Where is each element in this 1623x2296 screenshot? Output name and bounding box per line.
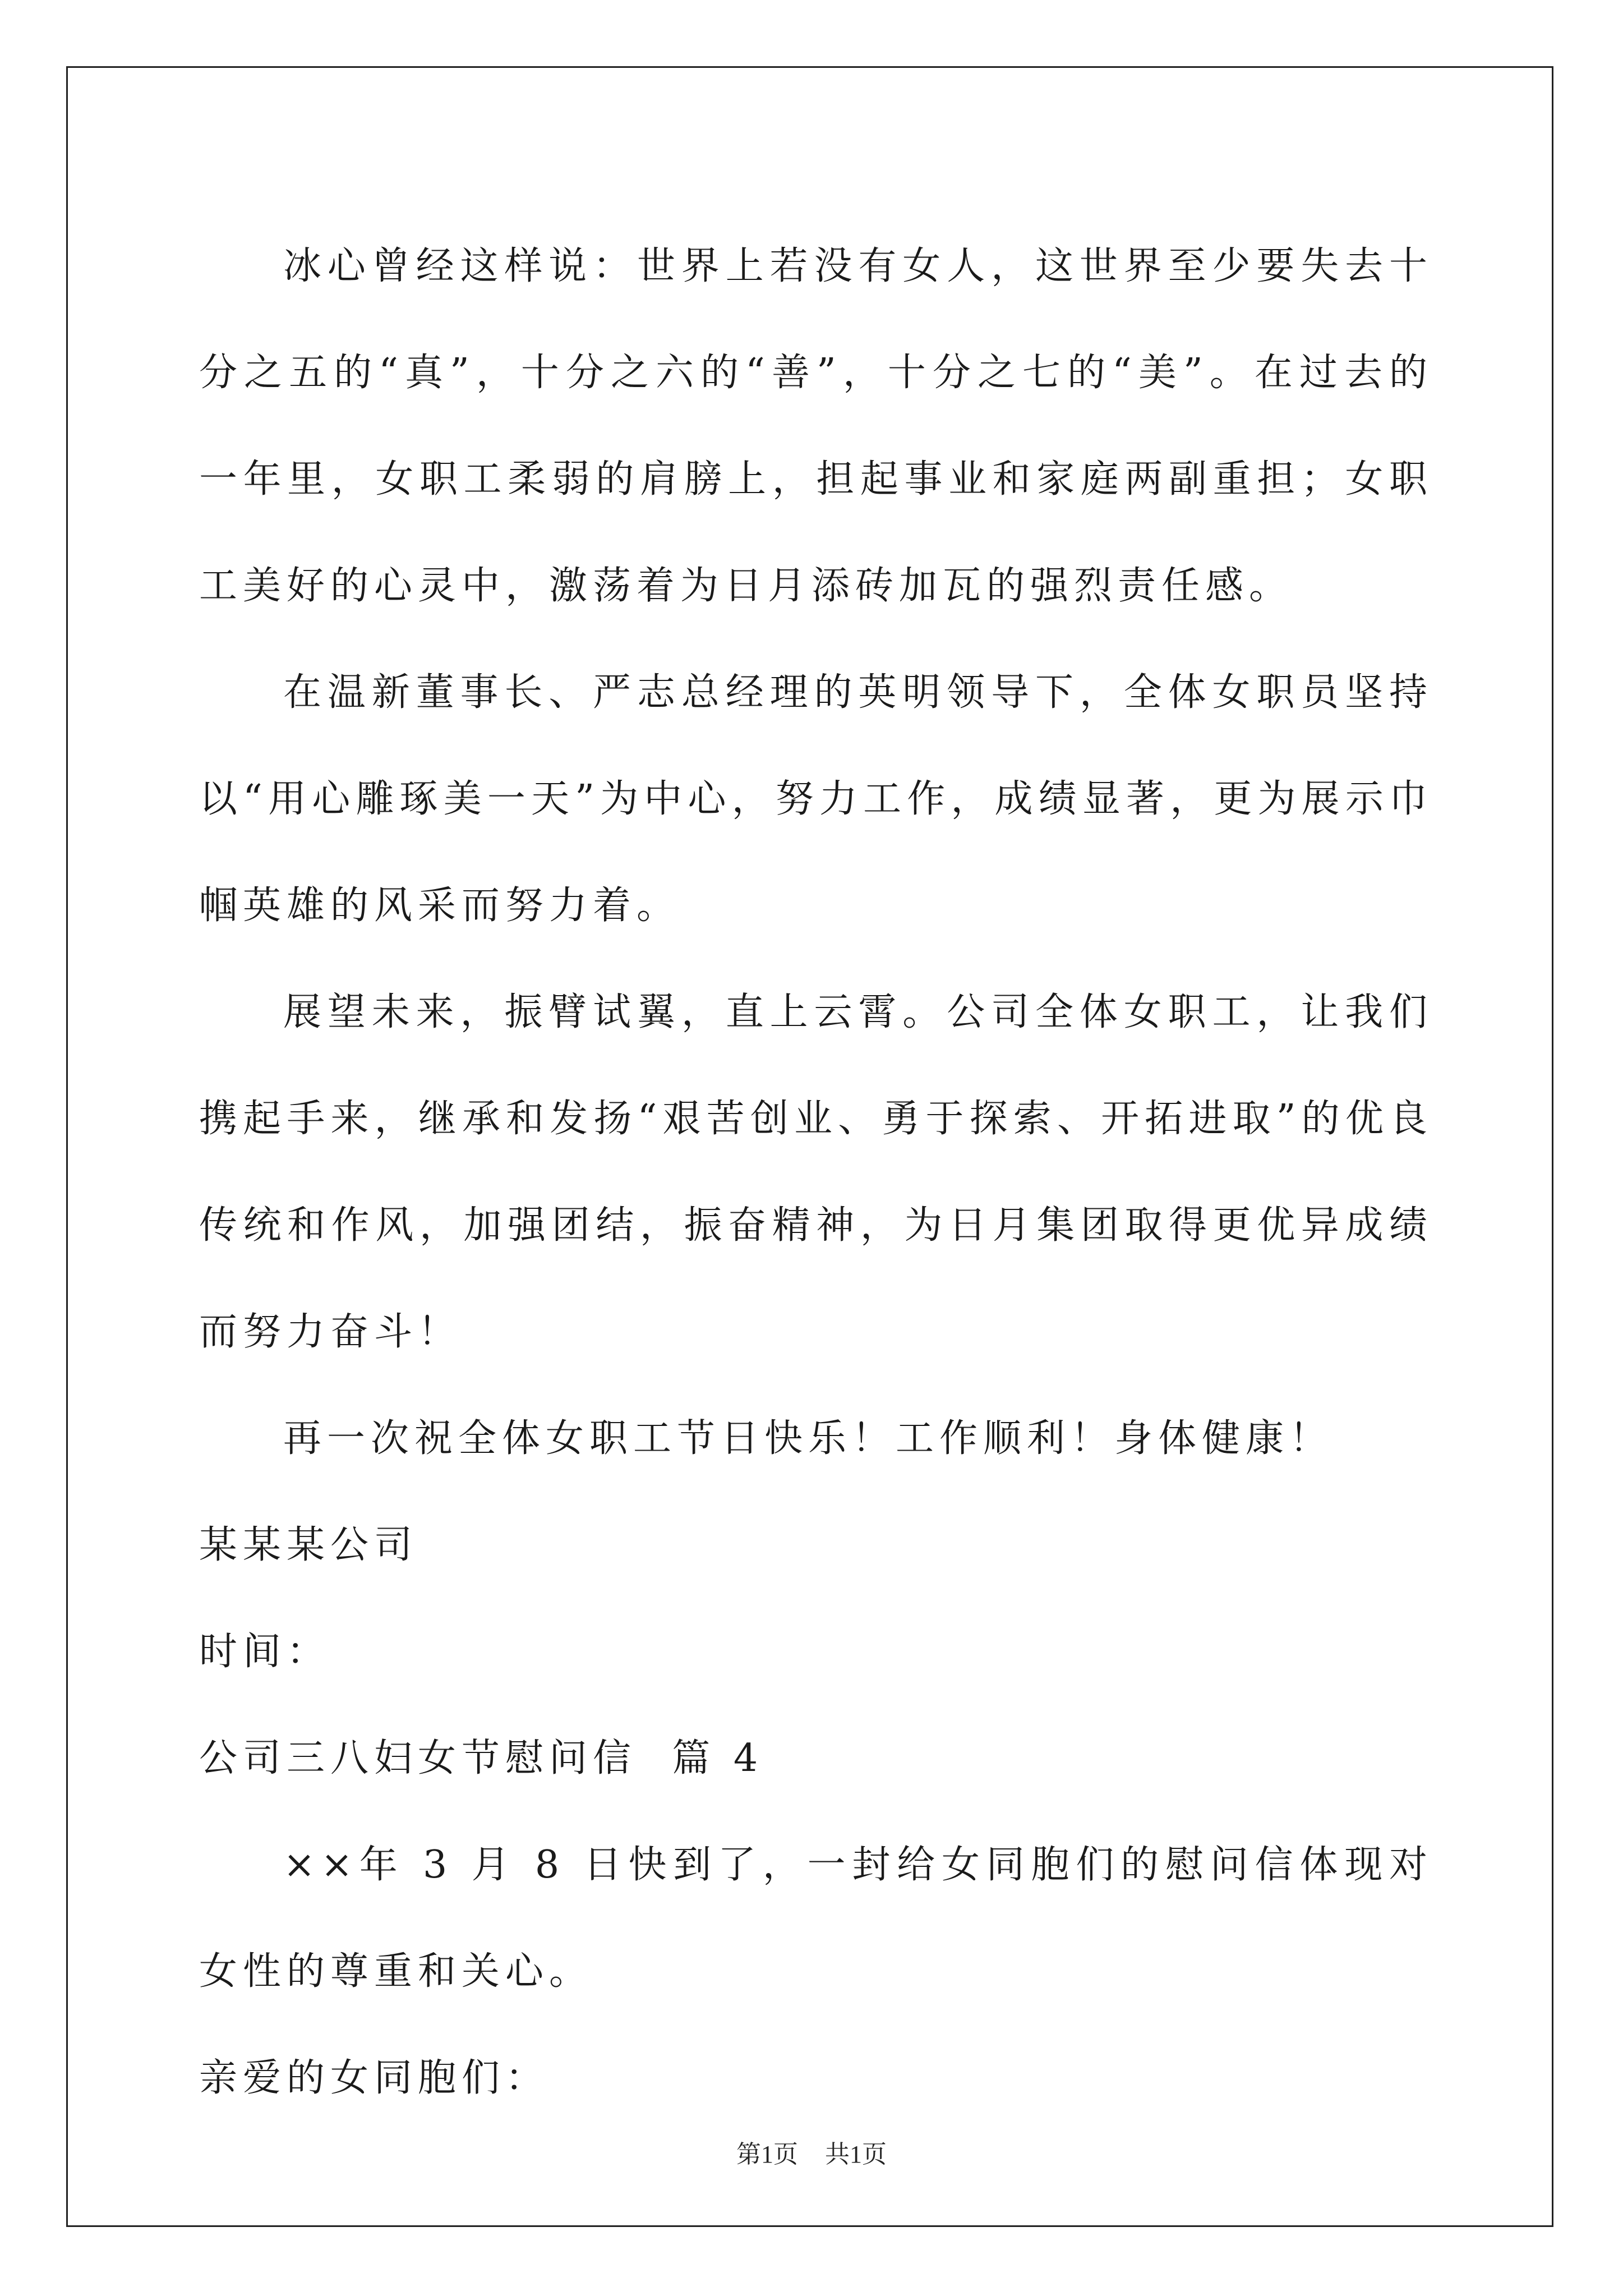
document-body	[199, 213, 1433, 2132]
salutation: 亲爱的女同胞们：	[199, 2056, 550, 2100]
signature-company: 某某某公司	[199, 1523, 418, 1567]
page-footer	[0, 2134, 1623, 2170]
page-number-current: 第1页	[736, 2141, 798, 2168]
paragraph-wishes: 再一次祝全体女职工节日快乐！工作顺利！身体健康！	[283, 1416, 1334, 1461]
paragraph-bingxin-quote: 冰心曾经这样说：世界上若没有女人，这世界至少要失去十分之五的“真”，十分之六的“善”，十分之七的“美”。在过去的一年里，女职工柔弱的肩膀上，担起事业和家庭两副重担；女职工美好的心灵中，激荡着为日月添砖加瓦的强烈责任感。	[199, 244, 1433, 608]
paragraph-letter-intro: ××年 3 月 8 日快到了，一封给女同胞们的慰问信体现对女性的尊重和关心。	[199, 1843, 1433, 1994]
section-title: 公司三八妇女节慰问信 篇 4	[199, 1736, 764, 1780]
page-number-total: 共1页	[825, 2141, 887, 2168]
paragraph-outlook: 展望未来，振臂试翼，直上云霄。公司全体女职工，让我们携起手来，继承和发扬“艰苦创业、勇于探索、开拓进取”的优良传统和作风，加强团结，振奋精神，为日月集团取得更优异成绩而努力奋斗！	[199, 990, 1433, 1354]
paragraph-leadership: 在温新董事长、严志总经理的英明领导下，全体女职员坚持以“用心雕琢美一天”为中心，努力工作，成绩显著，更为展示巾帼英雄的风采而努力着。	[199, 670, 1433, 928]
signature-time: 时间：	[199, 1630, 331, 1674]
